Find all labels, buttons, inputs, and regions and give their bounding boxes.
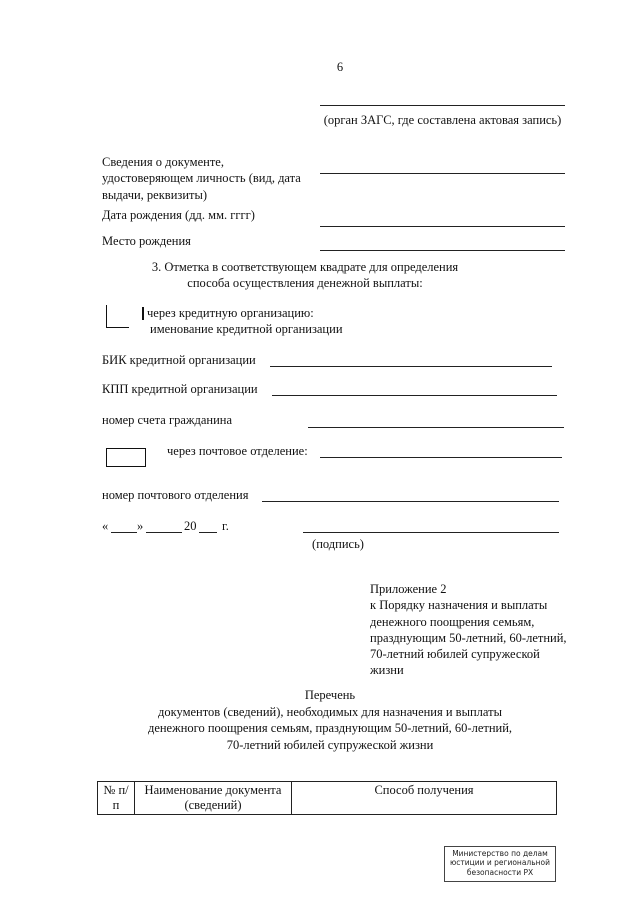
appendix-title: Приложение 2: [370, 582, 447, 596]
bank-checkbox-edge: [142, 307, 144, 320]
date-year-suffix: г.: [222, 519, 229, 533]
signature-field[interactable]: [303, 532, 559, 533]
bank-checkbox[interactable]: [106, 305, 129, 328]
birth-place-field[interactable]: [320, 250, 565, 251]
section3-heading: 3. Отметка в соответствующем квадрате для определения способа осуществления денежной выплаты:: [151, 260, 459, 291]
date-month-field[interactable]: [146, 532, 182, 533]
appendix-line: празднующим 50-летний, 60-летний,: [370, 630, 567, 645]
header-num: № п/п: [98, 782, 135, 815]
stamp-line: безопасности РХ: [466, 867, 534, 877]
stamp-line: Министерство по делам: [452, 849, 548, 858]
birth-date-field[interactable]: [320, 226, 565, 227]
account-label: номер счета гражданина: [102, 413, 233, 427]
date-day-field[interactable]: [111, 532, 137, 533]
appendix-line: денежного поощрения семьям,: [370, 614, 535, 629]
signature-caption: (подпись): [312, 537, 364, 551]
list-subtitle: [100, 704, 560, 753]
post-option-label: через почтовое отделение:: [167, 444, 308, 458]
date-close-quote: »: [137, 519, 144, 533]
documents-table: [97, 781, 557, 815]
date-year-prefix: 20: [184, 519, 197, 533]
date-year-field[interactable]: [199, 532, 217, 533]
bik-field[interactable]: [270, 366, 552, 367]
date-open-quote: «: [102, 519, 109, 533]
birth-place-label: Место рождения: [102, 234, 191, 248]
birth-date-label: Дата рождения (дд. мм. гггг): [102, 208, 255, 222]
list-subtitle-line: денежного поощрения семьям, празднующим 50-летний, 60-летний,: [147, 721, 513, 736]
post-option-field[interactable]: [320, 457, 562, 458]
appendix-line: 70-летний юбилей супружеской: [370, 647, 540, 661]
table-header-row: [98, 782, 557, 815]
kpp-field[interactable]: [272, 395, 557, 396]
kpp-label: КПП кредитной организации: [102, 382, 258, 396]
list-subtitle-line: 70-летний юбилей супружеской жизни: [226, 737, 434, 752]
page-number: 6: [336, 60, 344, 74]
bank-option-sublabel: именование кредитной организации: [150, 322, 343, 336]
appendix-block: [370, 581, 600, 679]
appendix-line: к Порядку назначения и выплаты: [370, 598, 548, 613]
bik-label: БИК кредитной организации: [102, 353, 256, 367]
post-number-field[interactable]: [262, 501, 559, 502]
bank-option-label: через кредитную организацию:: [147, 306, 314, 320]
account-field[interactable]: [308, 427, 564, 428]
post-checkbox[interactable]: [106, 448, 146, 467]
zags-caption: (орган ЗАГС, где составлена актовая запись): [323, 113, 562, 127]
identity-doc-label: Сведения о документе, удостоверяющем личность (вид, дата выдачи, реквизиты): [102, 155, 301, 202]
list-subtitle-line: документов (сведений), необходимых для назначения и выплаты: [158, 705, 502, 719]
appendix-line: жизни: [370, 663, 404, 678]
list-title: Перечень: [304, 688, 356, 702]
header-name: Наименование документа (сведений): [135, 782, 292, 815]
post-number-label: номер почтового отделения: [102, 488, 249, 502]
stamp-line: юстиции и региональной: [449, 858, 551, 868]
identity-doc-field[interactable]: [320, 173, 565, 174]
header-method: Способ получения: [292, 782, 557, 815]
ministry-stamp: [444, 846, 556, 882]
zags-line: [320, 105, 565, 106]
